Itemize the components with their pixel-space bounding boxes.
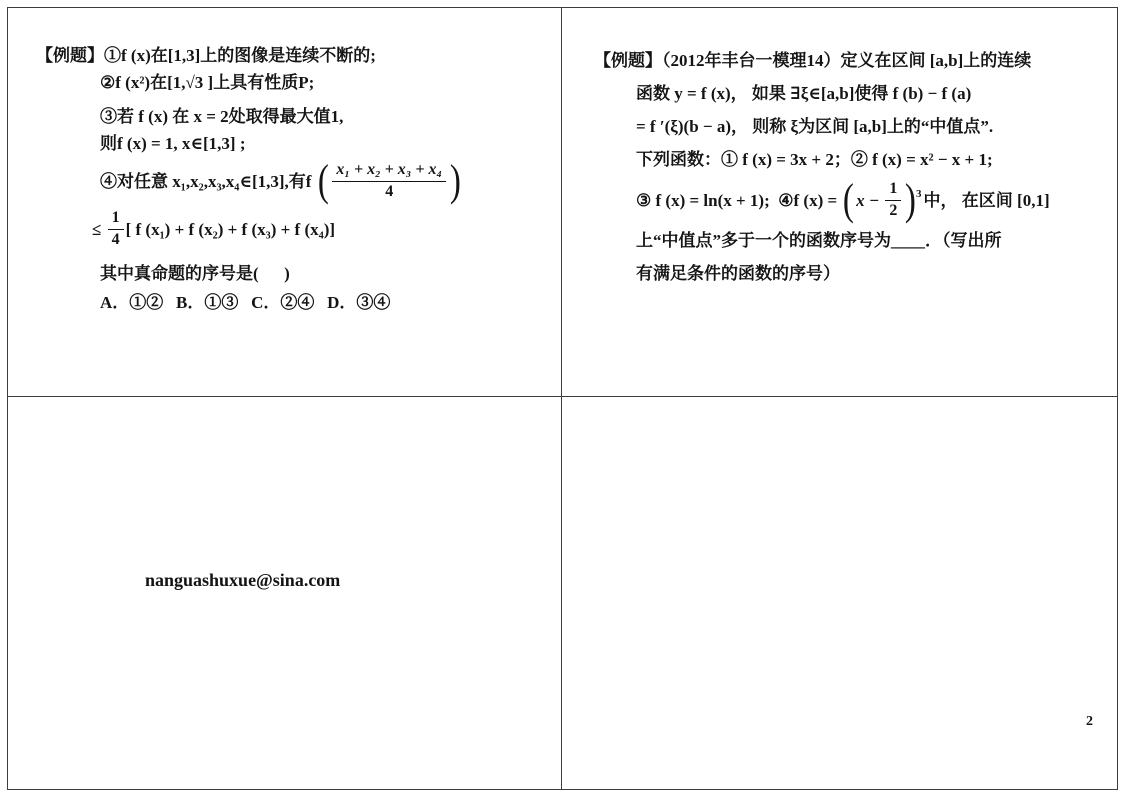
statement-3: ③若 f (x) 在 x = 2处取得最大值1,	[100, 107, 344, 126]
statement-2: ②f (x²)在[1,√3 ]上具有性质P;	[100, 73, 315, 92]
statement-1: （2012年丰台一模理14）定义在区间 [a,b]上的连续	[662, 51, 1032, 70]
fraction	[885, 180, 901, 220]
open-paren: (	[843, 175, 855, 224]
example-tag: 【例题】	[36, 46, 104, 65]
statement-1: ①f (x)在[1,3]上的图像是连续不断的;	[104, 46, 376, 65]
vertical-divider	[561, 7, 562, 790]
open-paren: (	[317, 156, 329, 205]
statement-5-prefix: ③ f (x) = ln(x + 1); ④f (x) =	[636, 190, 842, 210]
statement-5-suffix: [ f (x₁) + f (x₂) + f (x₃) + f (x₄)]	[125, 219, 336, 239]
exponent: 3	[916, 187, 922, 200]
variable-term: x −	[856, 190, 884, 210]
fraction-numerator: x₁ + x₂ + x₃ + x₄	[332, 161, 446, 181]
statement-6: 上“中值点”多于一个的函数序号为____．（写出所	[636, 231, 1002, 250]
statement-4: 则f (x) = 1, x∈[1,3] ;	[100, 134, 246, 153]
page-number: 2	[1086, 714, 1093, 729]
question-line: 其中真命题的序号是( )	[100, 264, 290, 283]
fraction	[332, 161, 446, 201]
problem-line	[36, 42, 546, 69]
statement-5	[100, 157, 546, 205]
answer-options: A．①② B．①③ C．②④ D．③④	[100, 293, 391, 312]
fraction-denominator: 4	[385, 182, 394, 200]
fraction-denominator: 4	[111, 230, 120, 248]
statement-5-continued	[92, 205, 546, 253]
email-text: nanguashuxue@sina.com	[145, 570, 341, 590]
fraction-numerator: 1	[108, 209, 124, 229]
problem-line	[594, 44, 1109, 77]
inequality-sign: ≤	[92, 219, 106, 239]
statement-3: = f ′(ξ)(b − a)， 则称 ξ为区间 [a,b]上的“中值点”.	[636, 117, 994, 136]
statement-2: 函数 y = f (x)， 如果 ∃ξ∈[a,b]使得 f (b) − f (a)	[636, 84, 972, 103]
statement-5-prefix: ④对任意 x₁,x₂,x₃,x₄∈[1,3],有f	[100, 171, 316, 191]
fraction	[108, 209, 124, 249]
fraction-denominator: 2	[889, 201, 898, 219]
problem-top-left	[36, 42, 546, 316]
example-tag: 【例题】	[594, 51, 662, 70]
close-paren: )	[905, 175, 917, 224]
close-paren: )	[449, 156, 461, 205]
problem-top-right	[594, 44, 1109, 290]
statement-7: 有满足条件的函数的序号）	[636, 264, 840, 283]
statement-5	[636, 176, 1109, 224]
fraction-numerator: 1	[885, 180, 901, 200]
horizontal-divider	[7, 396, 1118, 397]
statement-5-suffix: 中， 在区间 [0,1]	[923, 190, 1050, 210]
statement-4: 下列函数：① f (x) = 3x + 2；② f (x) = x² − x + 1;	[636, 150, 993, 169]
